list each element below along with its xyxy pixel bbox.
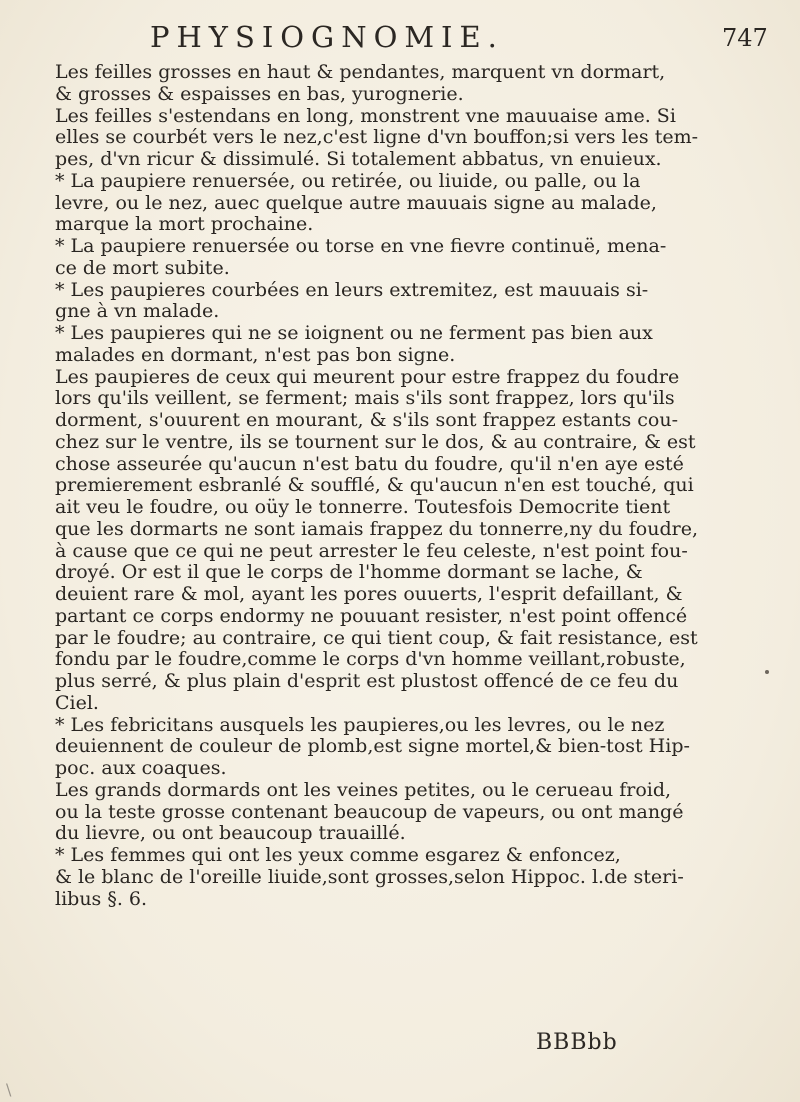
text-line: par le foudre; au contraire, ce qui tient coup, & fait resistance, est xyxy=(55,626,698,649)
text-line: gne à vn malade. xyxy=(55,300,220,323)
page-number: 747 xyxy=(722,24,768,52)
text-line: & le blanc de l'oreille liuide,sont grosses,selon Hippoc. l.de steri- xyxy=(55,865,684,888)
text-line: ce de mort subite. xyxy=(55,256,230,279)
text-line: fondu par le foudre,comme le corps d'vn homme veillant,robuste, xyxy=(55,648,686,671)
text-line: pes, d'vn ricur & dissimulé. Si totalement abbatus, vn enuieux. xyxy=(55,148,662,170)
text-line: * Les paupieres qui ne se ioignent ou ne ferment pas bien aux xyxy=(55,322,653,344)
text-line: du lievre, ou ont beaucoup trauaillé. xyxy=(55,822,406,845)
signature-mark: BBBbb xyxy=(536,1030,618,1055)
text-line: * La paupiere renuersée, ou retirée, ou liuide, ou palle, ou la xyxy=(55,169,641,192)
text-line: chez sur le ventre, ils se tournent sur le dos, & au contraire, & est xyxy=(55,430,696,453)
running-head xyxy=(0,18,800,58)
text-line: deuiennent de couleur de plomb,est signe mortel,& bien-tost Hip- xyxy=(55,735,690,758)
text-line: poc. aux coaques. xyxy=(55,757,227,779)
text-line: * Les febricitans ausquels les paupieres,ou les levres, ou le nez xyxy=(55,713,665,736)
text-line: premierement esbranlé & soufflé, & qu'aucun n'en est touché, qui xyxy=(55,474,694,497)
text-line: partant ce corps endormy ne pouuant resister, n'est point offencé xyxy=(55,604,688,627)
text-line: marque la mort prochaine. xyxy=(55,213,314,236)
text-line: plus serré, & plus plain d'esprit est plustost offencé de ce feu du xyxy=(55,670,679,692)
ink-dot xyxy=(765,670,769,674)
text-line: ou la teste grosse contenant beaucoup de vapeurs, ou ont mangé xyxy=(55,800,684,823)
text-line: levre, ou le nez, auec quelque autre mauuais signe au malade, xyxy=(55,191,657,214)
body-text xyxy=(55,62,775,910)
text-line: Les feilles s'estendans en long, monstrent vne mauuaise ame. Si xyxy=(55,104,676,127)
text-line: Les paupieres de ceux qui meurent pour estre frappez du foudre xyxy=(55,365,680,388)
text-line: libus §. 6. xyxy=(55,887,148,910)
text-line: * La paupiere renuersée ou torse en vne fievre continuë, mena- xyxy=(55,235,667,257)
text-line: Les grands dormards ont les veines petites, ou le cerueau froid, xyxy=(55,778,672,801)
text-line: & grosses & espaisses en bas, yurognerie. xyxy=(55,82,464,105)
text-line: Ciel. xyxy=(55,691,99,714)
text-line: droyé. Or est il que le corps de l'homme dormant se lache, & xyxy=(55,561,643,584)
text-line: chose asseurée qu'aucun n'est batu du foudre, qu'il n'en aye esté xyxy=(55,452,684,475)
text-line: malades en dormant, n'est pas bon signe. xyxy=(55,343,456,366)
text-line: lors qu'ils veillent, se ferment; mais s'ils sont frappez, lors qu'ils xyxy=(55,387,675,410)
text-line: que les dormarts ne sont iamais frappez du tonnerre,ny du foudre, xyxy=(55,517,698,540)
text-line: deuient rare & mol, ayant les pores ouuerts, l'esprit defaillant, & xyxy=(55,583,683,605)
text-line: * Les paupieres courbées en leurs extremitez, est mauuais si- xyxy=(55,278,649,301)
text-line: * Les femmes qui ont les yeux comme esgarez & enfoncez, xyxy=(55,844,621,866)
text-line: elles se courbét vers le nez,c'est ligne d'vn bouffon;si vers les tem- xyxy=(55,126,699,149)
text-line: Les feilles grosses en haut & pendantes, marquent vn dormart, xyxy=(55,61,666,83)
text-line: ait veu le foudre, ou oüy le tonnerre. Toutesfois Democrite tient xyxy=(55,496,671,518)
text-line: dorment, s'ouurent en mourant, & s'ils sont frappez estants cou- xyxy=(55,409,678,431)
text-line: à cause que ce qui ne peut arrester le feu celeste, n'est point fou- xyxy=(55,539,688,562)
running-head-title: PHYSIOGNOMIE. xyxy=(150,20,504,54)
margin-mark: \ xyxy=(6,1080,12,1099)
